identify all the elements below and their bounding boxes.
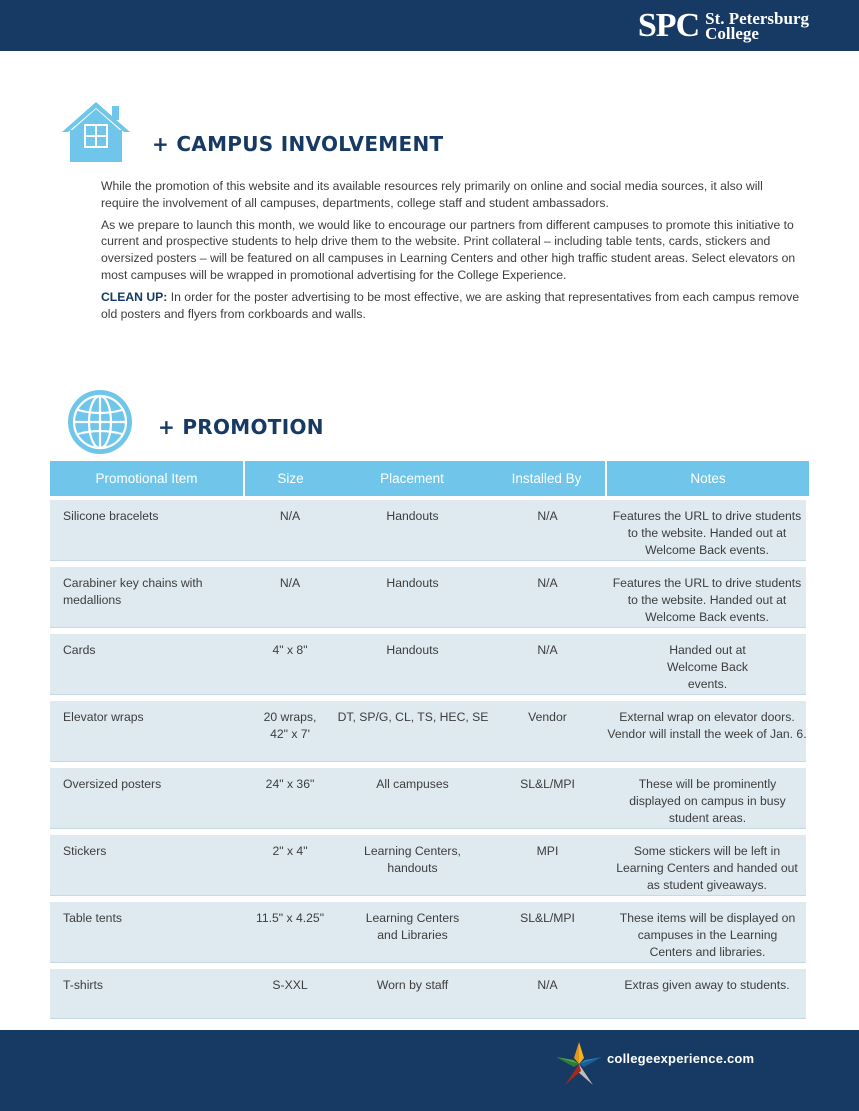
header-bar — [0, 0, 859, 51]
cell-placement: Handouts — [386, 643, 439, 657]
cell-notes: Features the URL to drive students to the website. Handed out at Welcome Back events. — [612, 576, 802, 624]
clean-up-text: In order for the poster advertising to be most effective, we are asking that representatives from each campus remove old posters and flyers from corkboards and walls. — [101, 289, 800, 321]
cell-size: 2" x 4" — [272, 844, 308, 858]
campus-paragraph-2: As we prepare to launch this month, we would like to encourage our partners from different campuses to promote this initiative to current and prospective students to help drive them to the website. Print collateral – including table tents, cards, stickers and oversized posters – will be featured on all campuses in Learning Centers and other high traffic student areas. Select elevators on most campuses will be wrapped in promotional advertising for the College Experience. — [101, 217, 796, 282]
cell-notes: Handed out at Welcome Back events. — [666, 643, 749, 691]
cell-item: Oversized posters — [63, 777, 162, 791]
th-notes: Notes — [607, 461, 809, 496]
cell-placement: Learning Centers and Libraries — [365, 911, 460, 942]
cell-notes: Some stickers will be left in Learning Centers and handed out as student giveaways. — [616, 844, 798, 892]
cell-placement: Handouts — [386, 576, 439, 590]
cell-size: 20 wraps, 42" x 7' — [263, 710, 317, 741]
cell-placement: Handouts — [386, 509, 439, 523]
table-row — [50, 567, 806, 628]
clean-up-label: CLEAN UP: — [101, 289, 168, 304]
cell-item: Table tents — [63, 911, 122, 925]
campus-paragraph-1: While the promotion of this website and its available resources rely primarily on online and social media sources, it also will require the involvement of all campuses, departments, college staff and student ambassadors. — [101, 179, 763, 210]
cell-installed-by: N/A — [537, 576, 558, 590]
cell-installed-by: N/A — [537, 643, 558, 657]
cell-notes: These items will be displayed on campuses in the Learning Centers and libraries. — [619, 911, 796, 959]
logo-line1: St. Petersburg — [705, 9, 809, 28]
table-row — [50, 768, 806, 829]
logo-name — [705, 11, 809, 41]
table-row — [50, 701, 806, 762]
logo-line2: College — [705, 24, 759, 43]
globe-icon — [64, 386, 136, 458]
cell-size: S-XXL — [272, 978, 308, 992]
cell-installed-by: N/A — [537, 978, 558, 992]
cell-notes: These will be prominently displayed on campus in busy student areas. — [629, 777, 786, 825]
th-placement: Placement — [336, 461, 488, 496]
cell-size: 11.5" x 4.25" — [255, 911, 325, 925]
th-installed-by: Installed By — [488, 461, 605, 496]
cell-item: Carabiner key chains with medallions — [63, 576, 203, 607]
cell-placement: Learning Centers, handouts — [364, 844, 461, 875]
table-row — [50, 500, 806, 561]
campus-body — [101, 178, 801, 327]
logo-mark: SPC — [637, 7, 700, 44]
cell-item: Elevator wraps — [63, 710, 144, 724]
campus-involvement-title: + CAMPUS INVOLVEMENT — [152, 132, 444, 156]
footer-bar — [0, 1030, 859, 1111]
th-size: Size — [245, 461, 336, 496]
table-row — [50, 835, 806, 896]
cell-installed-by: Vendor — [528, 710, 567, 724]
spc-logo[interactable] — [638, 9, 809, 43]
cell-item: Silicone bracelets — [63, 509, 159, 523]
cell-installed-by: SL&L/MPI — [520, 777, 575, 791]
cell-notes: Features the URL to drive students to the website. Handed out at Welcome Back events. — [612, 509, 802, 557]
cell-installed-by: N/A — [537, 509, 558, 523]
table-row — [50, 902, 806, 963]
cell-placement: DT, SP/G, CL, TS, HEC, SE — [337, 710, 489, 724]
cell-installed-by: MPI — [536, 844, 559, 858]
cell-placement: All campuses — [376, 777, 449, 791]
table-row — [50, 969, 806, 1019]
cell-notes: External wrap on elevator doors. Vendor will install the week of Jan. 6. — [607, 710, 807, 741]
cell-size: 24" x 36" — [265, 777, 315, 791]
cell-size: N/A — [279, 509, 301, 523]
cell-item: Stickers — [63, 844, 107, 858]
cell-item: Cards — [63, 643, 96, 657]
cell-notes: Extras given away to students. — [624, 978, 790, 992]
cell-size: 4" x 8" — [272, 643, 308, 657]
cell-placement: Worn by staff — [376, 978, 449, 992]
cell-installed-by: SL&L/MPI — [520, 911, 575, 925]
cell-size: N/A — [279, 576, 301, 590]
cell-item: T-shirts — [63, 978, 103, 992]
house-icon — [58, 96, 134, 166]
star-logo-icon — [554, 1040, 604, 1088]
promotion-title: + PROMOTION — [158, 415, 324, 439]
footer-url-link[interactable]: collegeexperience.com — [607, 1051, 755, 1066]
table-row — [50, 634, 806, 695]
th-promotional-item: Promotional Item — [50, 461, 243, 496]
campus-paragraph-3 — [101, 289, 801, 323]
